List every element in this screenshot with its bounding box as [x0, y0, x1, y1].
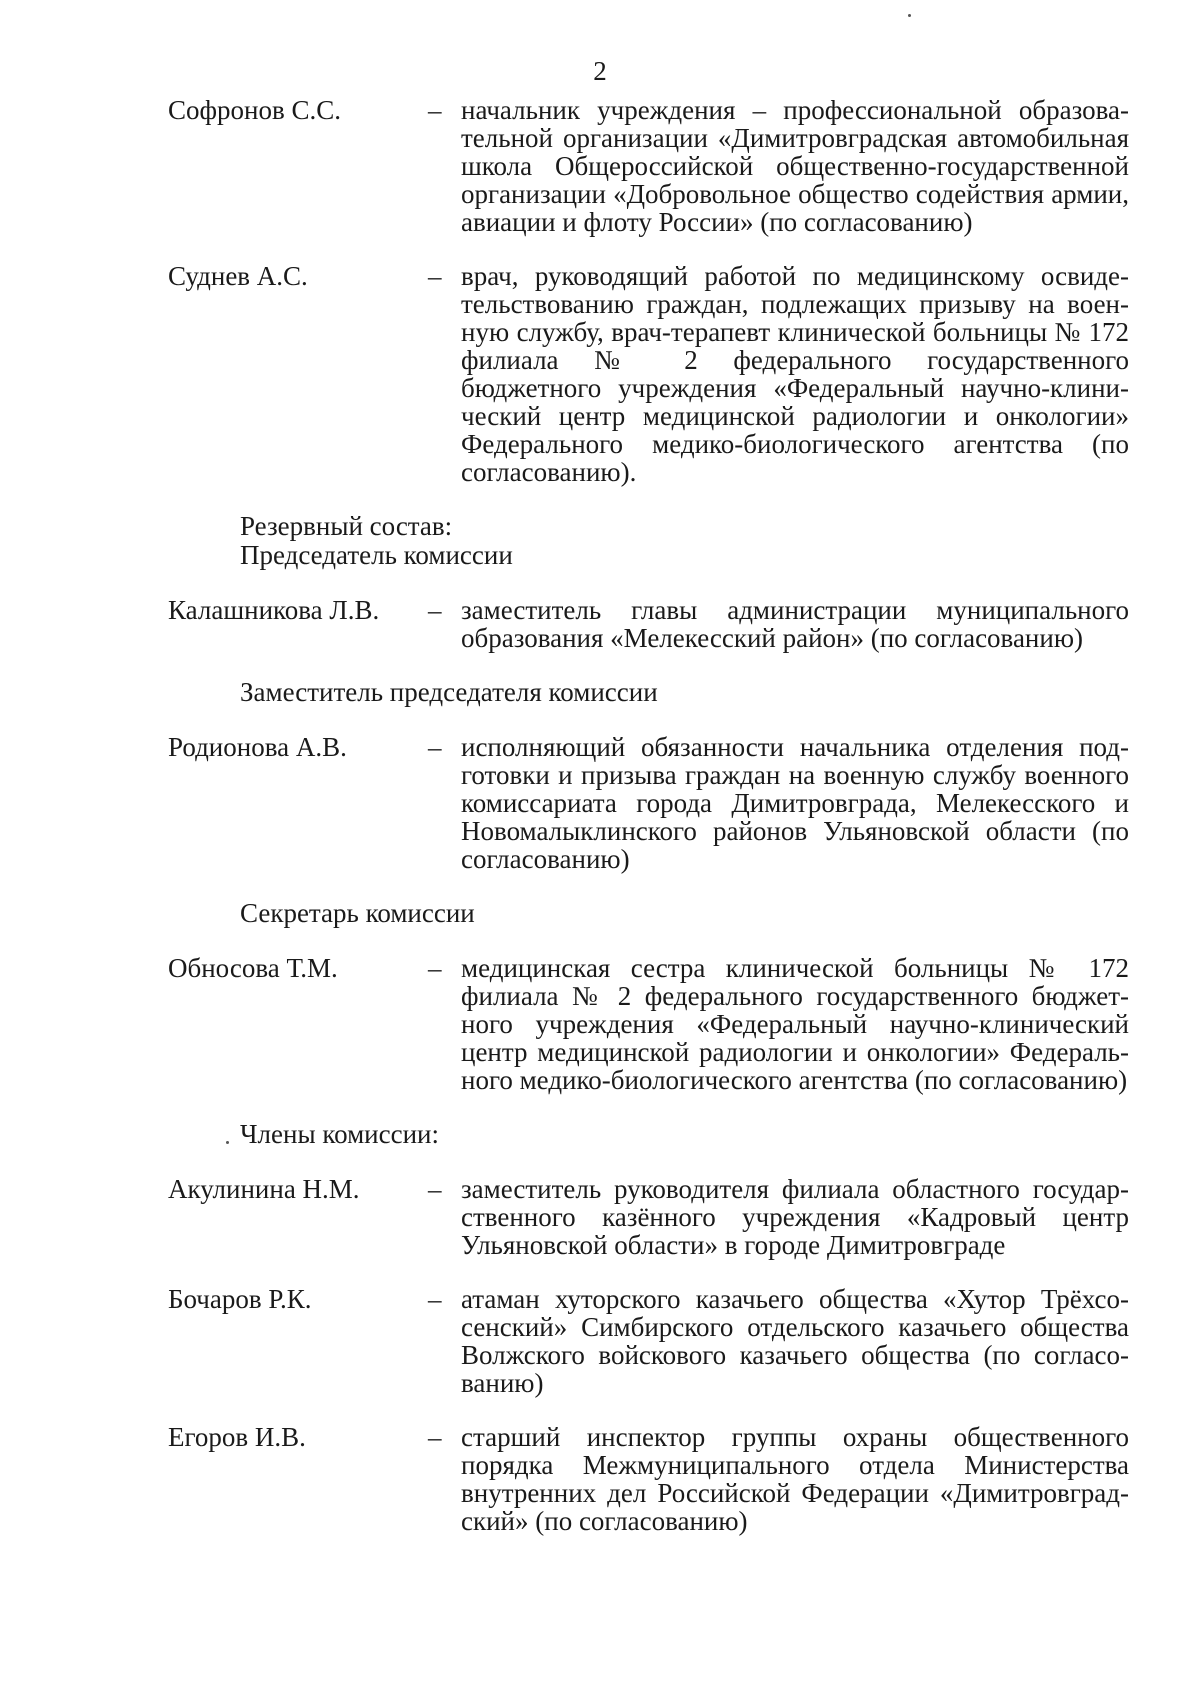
dash-separator: – — [428, 1174, 442, 1204]
person-name: Родионова А.В. — [168, 732, 347, 762]
member-entry-akulinina — [168, 1175, 1129, 1259]
person-name: Обносова Т.М. — [168, 953, 338, 983]
dash-separator: – — [428, 95, 442, 125]
person-position: медицинская сестра клинической больницы № 172 филиала № 2 федерального государственного бюджетного учреждения «Федеральный научно-клинический центр медицинской радиологии и онкологии» Федерального медико-биологического агентства (по согласованию) — [461, 953, 1129, 1095]
person-name: Калашникова Л.В. — [168, 595, 380, 625]
chairman-entry — [168, 596, 1129, 652]
members-heading: Члены комиссии: — [240, 1119, 439, 1149]
page-number: 2 — [593, 56, 607, 86]
dash-separator: – — [428, 953, 442, 983]
person-name: Егоров И.В. — [168, 1422, 306, 1452]
scan-speck — [908, 14, 911, 17]
person-position: врач, руководящий работой по медицинскому освидетельствованию граждан, подлежащих призыву на военную службу, врач-терапевт клинической больницы № 172 филиала № 2 федерального государственного бюджетного учреждения «Федеральный научно-клинический центр медицинской радиологии и онкологии» Федерального медико-биологического агентства (по согласованию). — [461, 261, 1129, 487]
dash-separator: – — [428, 732, 442, 762]
person-name: Суднев А.С. — [168, 261, 308, 291]
reserve-heading: Резервный состав: — [240, 511, 453, 541]
member-entry-sofronov — [168, 96, 1129, 236]
person-name: Бочаров Р.К. — [168, 1284, 312, 1314]
document-body — [168, 96, 1129, 1561]
deputy-entry — [168, 733, 1129, 873]
person-position: начальник учреждения – профессиональной образовательной организации «Димитровградская автомобильная школа Общероссийской общественно-государственной организации «Добровольное общество содействия армии, авиации и флоту России» (по согласованию) — [461, 95, 1129, 237]
dash-separator: – — [428, 1422, 442, 1452]
member-entry-sudnev — [168, 262, 1129, 486]
dash-separator: – — [428, 261, 442, 291]
member-entry-bocharov — [168, 1285, 1129, 1397]
person-position: заместитель главы администрации муниципального образования «Мелекесский район» (по согласованию) — [461, 595, 1129, 653]
dash-separator: – — [428, 595, 442, 625]
person-position: старший инспектор группы охраны общественного порядка Межмуниципального отдела Министерства внутренних дел Российской Федерации «Димитровградский» (по согласованию) — [461, 1422, 1129, 1536]
secretary-heading: Секретарь комиссии — [240, 898, 475, 928]
person-name: Софронов С.С. — [168, 95, 341, 125]
person-position: исполняющий обязанности начальника отделения подготовки и призыва граждан на военную службу военного комиссариата города Димитровграда, Мелекесского и Новомалыклинского районов Ульяновской области (по согласованию) — [461, 732, 1129, 874]
dash-separator: – — [428, 1284, 442, 1314]
scan-speck — [226, 1141, 229, 1144]
deputy-heading: Заместитель председателя комиссии — [240, 677, 658, 707]
person-name: Акулинина Н.М. — [168, 1174, 360, 1204]
person-position: атаман хуторского казачьего общества «Хутор Трёхсосенский» Симбирского отдельского казачьего общества Волжского войскового казачьего общества (по согласованию) — [461, 1284, 1129, 1398]
person-position: заместитель руководителя филиала областного государственного казённого учреждения «Кадровый центр Ульяновской области» в городе Димитровграде — [461, 1174, 1129, 1260]
secretary-entry — [168, 954, 1129, 1094]
chairman-heading: Председатель комиссии — [240, 540, 513, 570]
member-entry-egorov — [168, 1423, 1129, 1535]
